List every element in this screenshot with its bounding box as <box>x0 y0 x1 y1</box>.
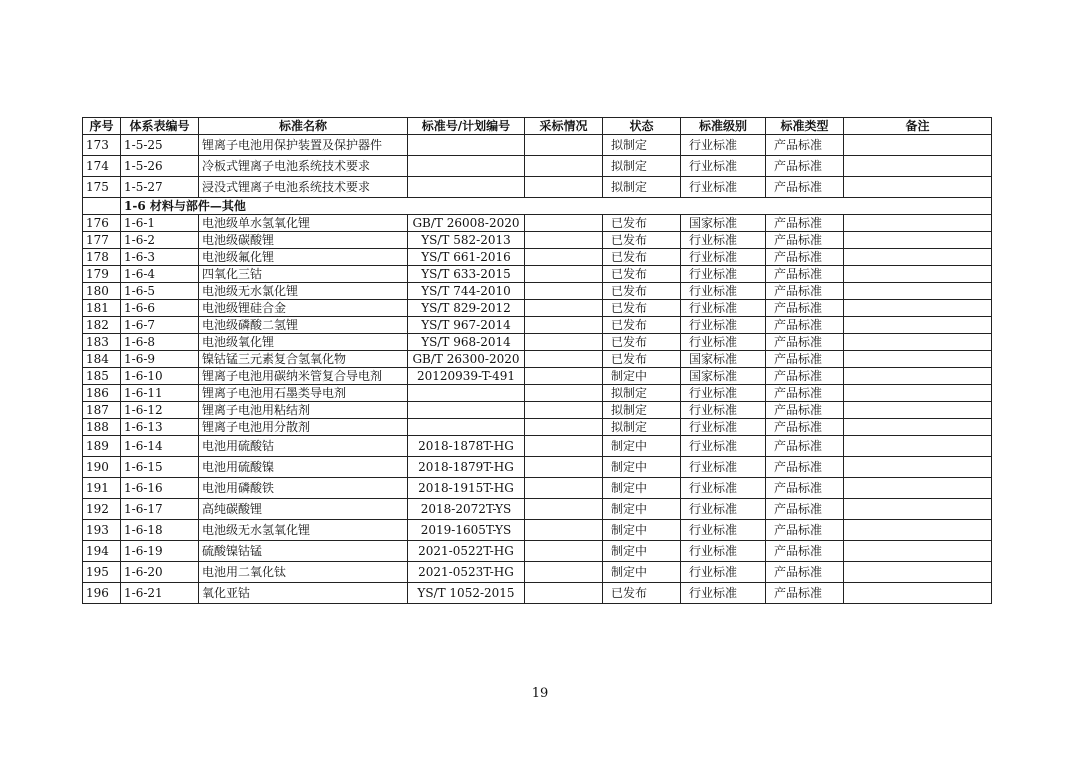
standard-type-cell: 产品标准 <box>766 317 844 334</box>
status-cell: 已发布 <box>603 583 681 604</box>
adoption-status-cell <box>525 300 603 317</box>
table-row <box>83 478 992 499</box>
standard-type-cell: 产品标准 <box>766 334 844 351</box>
adoption-status-cell <box>525 351 603 368</box>
standard-name-cell: 电池级无水氯化锂 <box>199 283 408 300</box>
standard-name-cell: 电池用硫酸镍 <box>199 457 408 478</box>
table-row <box>83 249 992 266</box>
table-row <box>83 520 992 541</box>
system-code-cell: 1-5-27 <box>121 177 199 198</box>
table-row <box>83 334 992 351</box>
table-row <box>83 317 992 334</box>
adoption-status-cell <box>525 215 603 232</box>
standard-type-cell: 产品标准 <box>766 177 844 198</box>
adoption-status-cell <box>525 419 603 436</box>
standard-number-cell: 2019-1605T-YS <box>408 520 525 541</box>
standard-type-cell: 产品标准 <box>766 457 844 478</box>
standard-number-cell: GB/T 26300-2020 <box>408 351 525 368</box>
row-number-cell: 183 <box>83 334 121 351</box>
row-number-cell: 192 <box>83 499 121 520</box>
header-cell: 状态 <box>603 118 681 135</box>
row-number-cell: 195 <box>83 562 121 583</box>
standard-level-cell: 行业标准 <box>681 499 766 520</box>
standard-number-cell: YS/T 967-2014 <box>408 317 525 334</box>
standard-type-cell: 产品标准 <box>766 368 844 385</box>
standard-level-cell: 国家标准 <box>681 368 766 385</box>
standard-number-cell <box>408 419 525 436</box>
standard-type-cell: 产品标准 <box>766 419 844 436</box>
remarks-cell <box>844 135 992 156</box>
standard-level-cell: 行业标准 <box>681 457 766 478</box>
adoption-status-cell <box>525 249 603 266</box>
table-row <box>83 385 992 402</box>
standard-type-cell: 产品标准 <box>766 215 844 232</box>
status-cell: 已发布 <box>603 249 681 266</box>
adoption-status-cell <box>525 135 603 156</box>
remarks-cell <box>844 583 992 604</box>
system-code-cell: 1-5-25 <box>121 135 199 156</box>
standard-number-cell: GB/T 26008-2020 <box>408 215 525 232</box>
row-number-cell: 196 <box>83 583 121 604</box>
adoption-status-cell <box>525 541 603 562</box>
standard-level-cell: 行业标准 <box>681 266 766 283</box>
standard-number-cell: YS/T 582-2013 <box>408 232 525 249</box>
system-code-cell: 1-6-4 <box>121 266 199 283</box>
row-number-cell: 190 <box>83 457 121 478</box>
remarks-cell <box>844 402 992 419</box>
standard-number-cell <box>408 135 525 156</box>
row-number-cell: 177 <box>83 232 121 249</box>
status-cell: 已发布 <box>603 317 681 334</box>
row-number-cell: 174 <box>83 156 121 177</box>
remarks-cell <box>844 499 992 520</box>
standard-type-cell: 产品标准 <box>766 541 844 562</box>
row-number-cell: 176 <box>83 215 121 232</box>
table-row <box>83 402 992 419</box>
standard-name-cell: 电池级磷酸二氢锂 <box>199 317 408 334</box>
status-cell: 拟制定 <box>603 156 681 177</box>
standard-number-cell: YS/T 633-2015 <box>408 266 525 283</box>
remarks-cell <box>844 368 992 385</box>
adoption-status-cell <box>525 520 603 541</box>
system-code-cell: 1-6-14 <box>121 436 199 457</box>
standards-table <box>82 117 992 604</box>
standard-name-cell: 电池级氧化锂 <box>199 334 408 351</box>
remarks-cell <box>844 520 992 541</box>
standard-number-cell <box>408 177 525 198</box>
row-number-cell: 181 <box>83 300 121 317</box>
row-number-cell: 182 <box>83 317 121 334</box>
table-row <box>83 177 992 198</box>
table-row <box>83 583 992 604</box>
standard-level-cell: 行业标准 <box>681 562 766 583</box>
table-row <box>83 562 992 583</box>
system-code-cell: 1-6-19 <box>121 541 199 562</box>
standard-name-cell: 电池用硫酸钴 <box>199 436 408 457</box>
status-cell: 制定中 <box>603 368 681 385</box>
table-row <box>83 436 992 457</box>
row-number-cell: 179 <box>83 266 121 283</box>
header-cell: 备注 <box>844 118 992 135</box>
standard-number-cell: 2021-0523T-HG <box>408 562 525 583</box>
table-row <box>83 300 992 317</box>
standard-type-cell: 产品标准 <box>766 402 844 419</box>
remarks-cell <box>844 478 992 499</box>
system-code-cell: 1-6-9 <box>121 351 199 368</box>
remarks-cell <box>844 541 992 562</box>
status-cell: 制定中 <box>603 520 681 541</box>
standard-type-cell: 产品标准 <box>766 583 844 604</box>
section-empty-cell <box>83 198 121 215</box>
standard-name-cell: 锂离子电池用石墨类导电剂 <box>199 385 408 402</box>
standard-name-cell: 锂离子电池用分散剂 <box>199 419 408 436</box>
standard-type-cell: 产品标准 <box>766 249 844 266</box>
table-row <box>83 419 992 436</box>
standard-name-cell: 氧化亚钴 <box>199 583 408 604</box>
standard-level-cell: 国家标准 <box>681 215 766 232</box>
row-number-cell: 189 <box>83 436 121 457</box>
adoption-status-cell <box>525 562 603 583</box>
adoption-status-cell <box>525 499 603 520</box>
table-row <box>83 283 992 300</box>
adoption-status-cell <box>525 156 603 177</box>
system-code-cell: 1-6-3 <box>121 249 199 266</box>
standard-number-cell <box>408 402 525 419</box>
standard-type-cell: 产品标准 <box>766 385 844 402</box>
standard-number-cell <box>408 385 525 402</box>
standard-number-cell: 2021-0522T-HG <box>408 541 525 562</box>
remarks-cell <box>844 436 992 457</box>
remarks-cell <box>844 385 992 402</box>
remarks-cell <box>844 300 992 317</box>
remarks-cell <box>844 419 992 436</box>
standard-name-cell: 冷板式锂离子电池系统技术要求 <box>199 156 408 177</box>
remarks-cell <box>844 562 992 583</box>
remarks-cell <box>844 266 992 283</box>
table-row <box>83 457 992 478</box>
adoption-status-cell <box>525 478 603 499</box>
status-cell: 已发布 <box>603 300 681 317</box>
standard-name-cell: 浸没式锂离子电池系统技术要求 <box>199 177 408 198</box>
row-number-cell: 191 <box>83 478 121 499</box>
standard-name-cell: 锂离子电池用碳纳米管复合导电剂 <box>199 368 408 385</box>
standard-name-cell: 电池级单水氢氧化锂 <box>199 215 408 232</box>
standard-number-cell: YS/T 744-2010 <box>408 283 525 300</box>
standard-type-cell: 产品标准 <box>766 562 844 583</box>
adoption-status-cell <box>525 283 603 300</box>
standard-level-cell: 行业标准 <box>681 300 766 317</box>
system-code-cell: 1-6-1 <box>121 215 199 232</box>
remarks-cell <box>844 283 992 300</box>
status-cell: 已发布 <box>603 351 681 368</box>
table-row <box>83 499 992 520</box>
adoption-status-cell <box>525 232 603 249</box>
header-cell: 标准号/计划编号 <box>408 118 525 135</box>
table-row <box>83 541 992 562</box>
standard-number-cell: 2018-1878T-HG <box>408 436 525 457</box>
system-code-cell: 1-6-5 <box>121 283 199 300</box>
status-cell: 拟制定 <box>603 385 681 402</box>
adoption-status-cell <box>525 583 603 604</box>
standard-name-cell: 镍钴锰三元素复合氢氧化物 <box>199 351 408 368</box>
row-number-cell: 184 <box>83 351 121 368</box>
status-cell: 拟制定 <box>603 402 681 419</box>
standard-level-cell: 行业标准 <box>681 283 766 300</box>
status-cell: 已发布 <box>603 283 681 300</box>
standard-number-cell: YS/T 661-2016 <box>408 249 525 266</box>
standard-name-cell: 锂离子电池用粘结剂 <box>199 402 408 419</box>
standard-number-cell: 2018-1879T-HG <box>408 457 525 478</box>
section-title: 1-6 材料与部件—其他 <box>121 198 992 215</box>
standard-name-cell: 硫酸镍钴锰 <box>199 541 408 562</box>
standard-level-cell: 行业标准 <box>681 232 766 249</box>
remarks-cell <box>844 156 992 177</box>
status-cell: 拟制定 <box>603 419 681 436</box>
system-code-cell: 1-5-26 <box>121 156 199 177</box>
standard-number-cell: YS/T 1052-2015 <box>408 583 525 604</box>
row-number-cell: 193 <box>83 520 121 541</box>
standard-name-cell: 电池用二氧化钛 <box>199 562 408 583</box>
standard-type-cell: 产品标准 <box>766 351 844 368</box>
system-code-cell: 1-6-2 <box>121 232 199 249</box>
standard-level-cell: 行业标准 <box>681 177 766 198</box>
remarks-cell <box>844 249 992 266</box>
status-cell: 已发布 <box>603 215 681 232</box>
header-row <box>83 118 992 135</box>
row-number-cell: 186 <box>83 385 121 402</box>
row-number-cell: 180 <box>83 283 121 300</box>
system-code-cell: 1-6-18 <box>121 520 199 541</box>
standard-level-cell: 行业标准 <box>681 385 766 402</box>
adoption-status-cell <box>525 266 603 283</box>
system-code-cell: 1-6-16 <box>121 478 199 499</box>
remarks-cell <box>844 334 992 351</box>
header-cell: 采标情况 <box>525 118 603 135</box>
system-code-cell: 1-6-8 <box>121 334 199 351</box>
system-code-cell: 1-6-15 <box>121 457 199 478</box>
adoption-status-cell <box>525 317 603 334</box>
standard-number-cell: YS/T 829-2012 <box>408 300 525 317</box>
table-row <box>83 135 992 156</box>
standard-type-cell: 产品标准 <box>766 478 844 499</box>
standard-level-cell: 行业标准 <box>681 317 766 334</box>
table-row <box>83 156 992 177</box>
adoption-status-cell <box>525 385 603 402</box>
status-cell: 已发布 <box>603 266 681 283</box>
standard-type-cell: 产品标准 <box>766 283 844 300</box>
adoption-status-cell <box>525 177 603 198</box>
system-code-cell: 1-6-13 <box>121 419 199 436</box>
standard-number-cell <box>408 156 525 177</box>
standard-name-cell: 高纯碳酸锂 <box>199 499 408 520</box>
adoption-status-cell <box>525 436 603 457</box>
standard-type-cell: 产品标准 <box>766 436 844 457</box>
standard-name-cell: 锂离子电池用保护装置及保护器件 <box>199 135 408 156</box>
remarks-cell <box>844 317 992 334</box>
standard-number-cell: YS/T 968-2014 <box>408 334 525 351</box>
system-code-cell: 1-6-17 <box>121 499 199 520</box>
standard-name-cell: 电池级碳酸锂 <box>199 232 408 249</box>
table-row <box>83 351 992 368</box>
standard-number-cell: 2018-1915T-HG <box>408 478 525 499</box>
status-cell: 制定中 <box>603 436 681 457</box>
system-code-cell: 1-6-12 <box>121 402 199 419</box>
table-row <box>83 215 992 232</box>
row-number-cell: 178 <box>83 249 121 266</box>
system-code-cell: 1-6-10 <box>121 368 199 385</box>
status-cell: 制定中 <box>603 478 681 499</box>
header-cell: 体系表编号 <box>121 118 199 135</box>
standard-name-cell: 电池用磷酸铁 <box>199 478 408 499</box>
adoption-status-cell <box>525 457 603 478</box>
standard-level-cell: 行业标准 <box>681 334 766 351</box>
status-cell: 已发布 <box>603 232 681 249</box>
header-cell: 标准类型 <box>766 118 844 135</box>
row-number-cell: 173 <box>83 135 121 156</box>
status-cell: 拟制定 <box>603 135 681 156</box>
table-row <box>83 232 992 249</box>
standard-level-cell: 行业标准 <box>681 583 766 604</box>
standard-number-cell: 20120939-T-491 <box>408 368 525 385</box>
adoption-status-cell <box>525 402 603 419</box>
standard-level-cell: 行业标准 <box>681 402 766 419</box>
standard-level-cell: 行业标准 <box>681 541 766 562</box>
remarks-cell <box>844 457 992 478</box>
row-number-cell: 187 <box>83 402 121 419</box>
system-code-cell: 1-6-6 <box>121 300 199 317</box>
system-code-cell: 1-6-21 <box>121 583 199 604</box>
adoption-status-cell <box>525 368 603 385</box>
row-number-cell: 175 <box>83 177 121 198</box>
section-row <box>83 198 992 215</box>
standard-type-cell: 产品标准 <box>766 520 844 541</box>
standard-type-cell: 产品标准 <box>766 499 844 520</box>
status-cell: 拟制定 <box>603 177 681 198</box>
header-cell: 标准级别 <box>681 118 766 135</box>
standard-level-cell: 行业标准 <box>681 135 766 156</box>
standard-level-cell: 行业标准 <box>681 419 766 436</box>
standard-level-cell: 行业标准 <box>681 436 766 457</box>
header-cell: 序号 <box>83 118 121 135</box>
remarks-cell <box>844 232 992 249</box>
status-cell: 制定中 <box>603 562 681 583</box>
remarks-cell <box>844 351 992 368</box>
adoption-status-cell <box>525 334 603 351</box>
row-number-cell: 188 <box>83 419 121 436</box>
page-number: 19 <box>531 686 549 701</box>
row-number-cell: 194 <box>83 541 121 562</box>
system-code-cell: 1-6-11 <box>121 385 199 402</box>
standard-type-cell: 产品标准 <box>766 232 844 249</box>
status-cell: 制定中 <box>603 541 681 562</box>
table-row <box>83 266 992 283</box>
standard-type-cell: 产品标准 <box>766 300 844 317</box>
standard-name-cell: 电池级氟化锂 <box>199 249 408 266</box>
standard-type-cell: 产品标准 <box>766 156 844 177</box>
standard-level-cell: 行业标准 <box>681 249 766 266</box>
standard-level-cell: 行业标准 <box>681 156 766 177</box>
standard-number-cell: 2018-2072T-YS <box>408 499 525 520</box>
standard-type-cell: 产品标准 <box>766 266 844 283</box>
standard-level-cell: 国家标准 <box>681 351 766 368</box>
header-cell: 标准名称 <box>199 118 408 135</box>
remarks-cell <box>844 177 992 198</box>
standard-level-cell: 行业标准 <box>681 478 766 499</box>
standard-type-cell: 产品标准 <box>766 135 844 156</box>
status-cell: 已发布 <box>603 334 681 351</box>
standard-name-cell: 电池级无水氢氧化锂 <box>199 520 408 541</box>
table-row <box>83 368 992 385</box>
remarks-cell <box>844 215 992 232</box>
standard-name-cell: 电池级锂硅合金 <box>199 300 408 317</box>
status-cell: 制定中 <box>603 499 681 520</box>
standard-level-cell: 行业标准 <box>681 520 766 541</box>
row-number-cell: 185 <box>83 368 121 385</box>
standard-name-cell: 四氧化三钴 <box>199 266 408 283</box>
system-code-cell: 1-6-20 <box>121 562 199 583</box>
system-code-cell: 1-6-7 <box>121 317 199 334</box>
status-cell: 制定中 <box>603 457 681 478</box>
